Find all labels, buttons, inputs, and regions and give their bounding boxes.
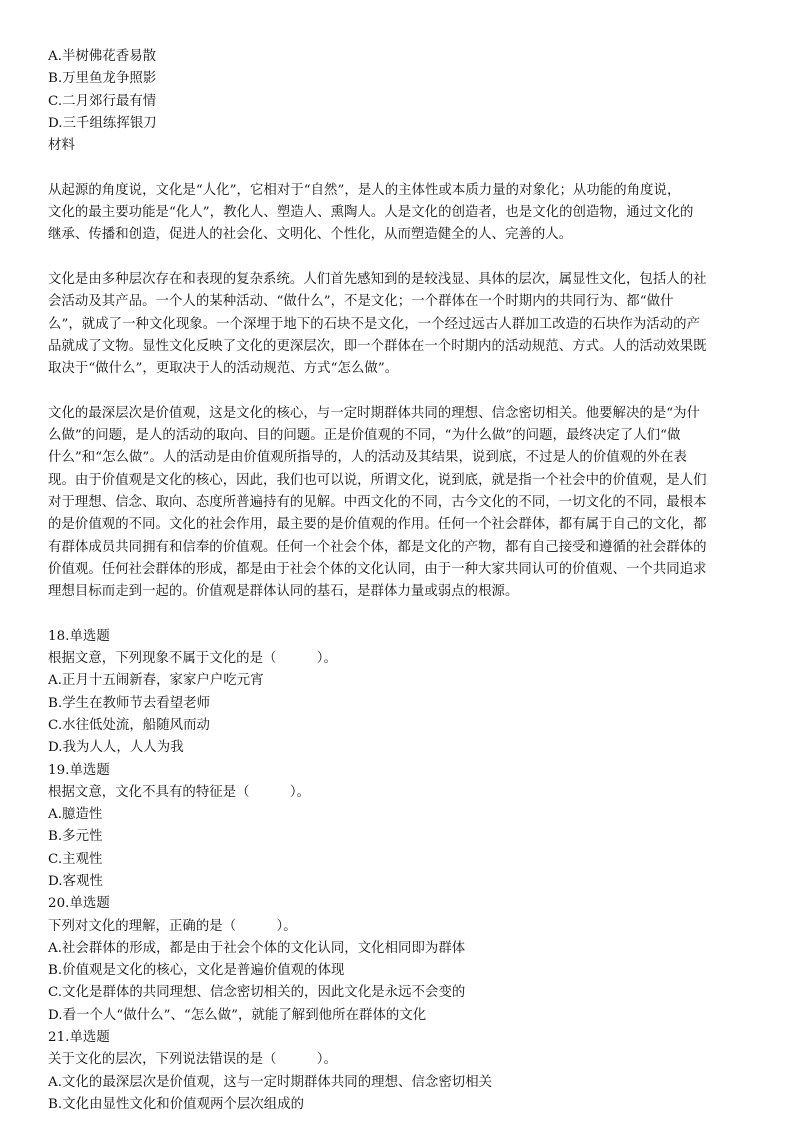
paragraph-line: 会活动及其产品。一个人的某种活动、“做什么”，不是文化；一个群体在一个时期内的共同行为、都“做什 [48,294,674,310]
option-b[interactable]: B.价值观是文化的核心，文化是普遍价值观的体现 [48,963,345,979]
question-number: 19.单选题 [48,762,110,778]
option-a[interactable]: A.半树佛花香易散 [48,49,157,64]
paragraph-line: 什么”和“怎么做”。人的活动是由价值观所指导的，人的活动及其结果，说到底，不过是人的价值观的外在表 [48,450,687,466]
material-paragraph-2 [48,269,758,380]
paragraph-line: 现。由于价值观是文化的核心，因此，我们也可以说，所谓文化，说到底，就是指一个社会中的价值观，是人们 [48,472,707,488]
material-label: 材料 [48,138,75,154]
material-paragraph-1 [48,180,758,247]
option-d[interactable]: D.三千组练挥银刀 [48,115,157,131]
paragraph-line: 文化是由多种层次存在和表现的复杂系统。人们首先感知到的是较浅显、具体的层次，属显性文化，包括人的社 [48,271,707,287]
paragraph-line: 么做”的问题，是人的活动的取向、目的问题。正是价值观的不同，“为什么做”的问题，最终决定了人们“做 [48,428,681,444]
option-c[interactable]: C.二月郊行最有情 [48,93,157,109]
question-19 [48,760,758,894]
question-20 [48,893,758,1027]
option-d[interactable]: D.我为人人，人人为我 [48,740,184,756]
option-b[interactable]: B.万里鱼龙争照影 [48,71,157,87]
option-c[interactable]: C.文化是群体的共同理想、信念密切相关的，因此文化是永远不会变的 [48,985,466,1001]
spacer [48,247,758,269]
paragraph-line: 的是价值观的不同。文化的社会作用，最主要的是价值观的作用。任何一个社会群体，都有属于自己的文化，都 [48,517,707,533]
paragraph-line: 理想目标而走到一起的。价值观是群体认同的基石，是群体力量或弱点的根源。 [48,584,519,600]
spacer [48,157,758,179]
spacer [48,603,758,625]
previous-question-options [48,46,758,135]
option-b[interactable]: B.多元性 [48,829,103,845]
paragraph-line: 取决于“做什么”，更取决于人的活动规范、方式“怎么做”。 [48,361,399,377]
option-b[interactable]: B.文化由显性文化和价值观两个层次组成的 [48,1096,305,1112]
paragraph-line: 有群体成员共同拥有和信奉的价值观。任何一个社会个体，都是文化的产物，都有自己接受和遵循的社会群体的 [48,539,707,555]
question-stem: 下列对文化的理解，正确的是（ ）。 [48,918,297,934]
spacer [48,380,758,402]
question-number: 21.单选题 [48,1030,110,1046]
option-d[interactable]: D.看一个人“做什么”、“怎么做”，就能了解到他所在群体的文化 [48,1007,427,1023]
paragraph-line: 么”，就成了一种文化现象。一个深埋于地下的石块不是文化，一个经过远古人群加工改造的石块作为活动的产 [48,316,701,332]
paragraph-line: 品就成了文物。显性文化反映了文化的更深层次，即一个群体在一个时期内的活动规范、方式。人的活动效果既 [48,338,707,354]
question-stem: 根据文意，文化不具有的特征是（ ）。 [48,784,311,800]
option-a[interactable]: A.正月十五闹新春，家家户户吃元宵 [48,673,264,689]
paragraph-line: 从起源的角度说，文化是“人化”，它相对于“自然”，是人的主体性或本质力量的对象化；从功能的角度说， [48,182,681,198]
paragraph-line: 继承、传播和创造，促进人的社会化、文明化、个性化，从而塑造健全的人、完善的人。 [48,227,573,243]
option-c[interactable]: C.水往低处流，船随风而动 [48,717,210,733]
material-paragraph-3 [48,403,758,604]
document-page [48,46,758,1116]
option-a[interactable]: A.社会群体的形成，都是由于社会个体的文化认同，文化相同即为群体 [48,940,466,956]
paragraph-line: 价值观。任何社会群体的形成，都是由于社会个体的文化认同，由于一种大家共同认可的价值观、一个共同追求 [48,561,707,577]
question-18 [48,626,758,760]
option-d[interactable]: D.客观性 [48,873,103,889]
question-number: 18.单选题 [48,628,110,644]
question-stem: 根据文意，下列现象不属于文化的是（ ）。 [48,651,337,667]
option-c[interactable]: C.主观性 [48,851,103,867]
question-stem: 关于文化的层次，下列说法错误的是（ ）。 [48,1052,337,1068]
question-21 [48,1027,758,1116]
option-b[interactable]: B.学生在教师节去看望老师 [48,695,211,711]
paragraph-line: 对于理想、信念、取向、态度所普遍持有的见解。中西文化的不同，古今文化的不同，一切文化的不同，最根本 [48,494,707,510]
question-number: 20.单选题 [48,896,110,912]
paragraph-line: 文化的最深层次是价值观，这是文化的核心，与一定时期群体共同的理想、信念密切相关。他要解决的是“为什 [48,405,701,421]
option-a[interactable]: A.文化的最深层次是价值观，这与一定时期群体共同的理想、信念密切相关 [48,1074,493,1090]
option-a[interactable]: A.臆造性 [48,807,103,823]
paragraph-line: 文化的最主要功能是“化人”，教化人、塑造人、熏陶人。人是文化的创造者，也是文化的创造物，通过文化的 [48,205,694,221]
